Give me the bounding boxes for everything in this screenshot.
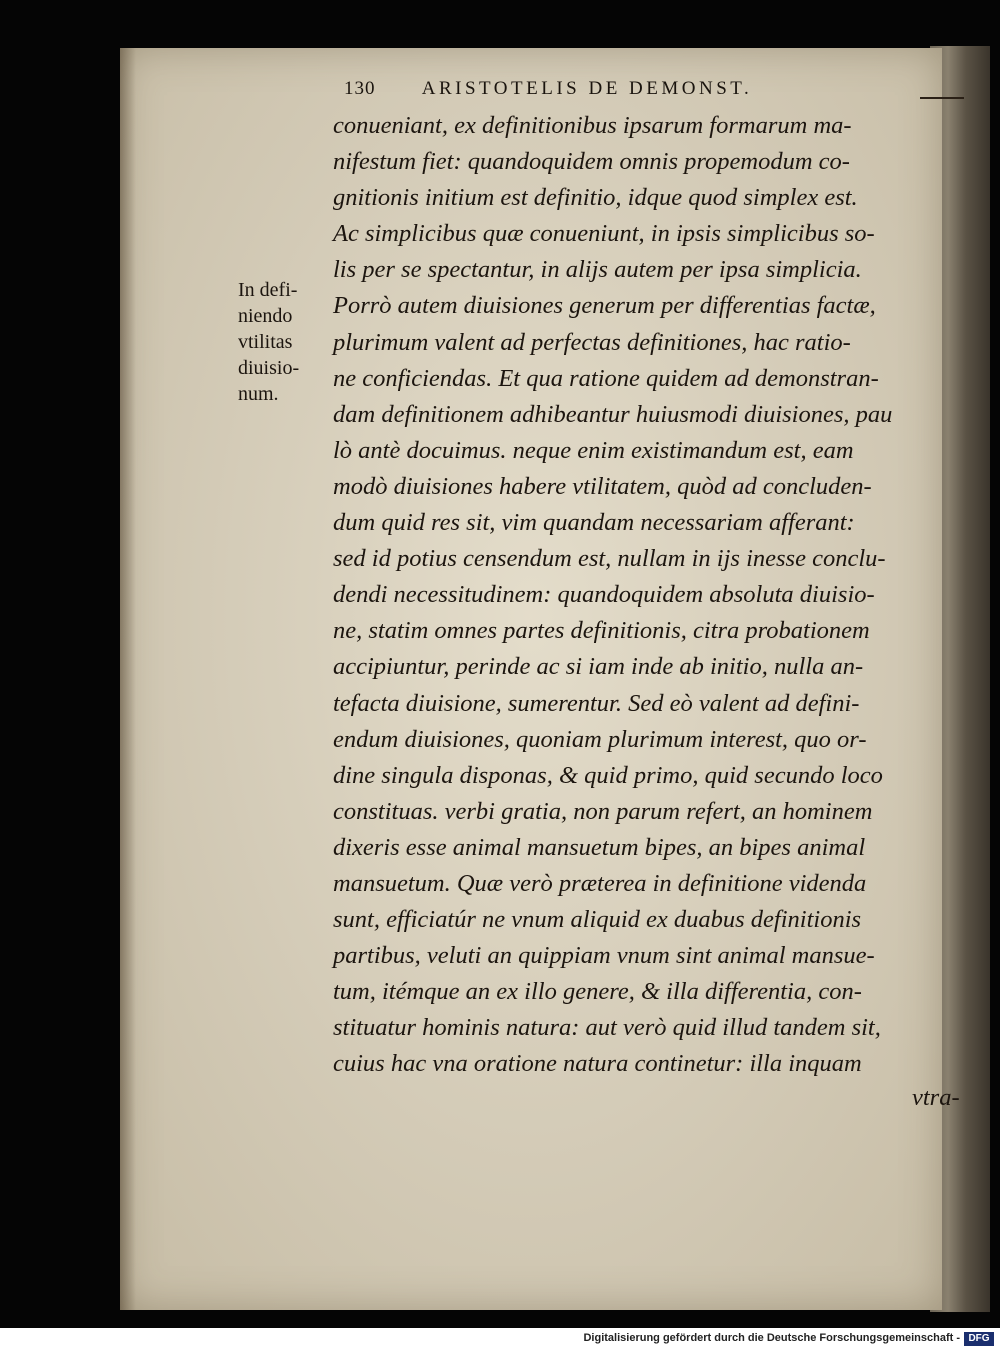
margin-note-line: num. [238, 383, 279, 405]
text-line: tefacta diuisione, sumerentur. Sed eò valent ad defini- [333, 689, 860, 717]
text-line: endum diuisiones, quoniam plurimum interest, quo or- [333, 725, 867, 753]
text-line: dendi necessitudinem: quandoquidem absoluta diuisio- [333, 581, 875, 609]
text-line: cuius hac vna oratione natura continetur: illa inquam [333, 1050, 862, 1078]
text-line: lò antè docuimus. neque enim existimandum est, eam [333, 436, 854, 464]
margin-note-line: niendo [238, 305, 293, 327]
dfg-logo: DFG [964, 1332, 994, 1346]
text-line: dixeris esse animal mansuetum bipes, an bipes animal [333, 833, 866, 861]
text-line: dum quid res sit, vim quandam necessariam afferant: [333, 509, 855, 537]
running-head-title: ARISTOTELIS DE DEMONST. [421, 78, 753, 99]
page-number: 130 [344, 78, 376, 99]
margin-note-line: In defi- [238, 279, 298, 301]
footer-credit: Digitalisierung gefördert durch die Deutsche Forschungsgemeinschaft - [583, 1332, 960, 1344]
text-line: dam definitionem adhibeantur huiusmodi diuisiones, pau [333, 400, 893, 428]
text-line: plurimum valent ad perfectas definitiones, hac ratio- [333, 328, 851, 356]
page-gutter-shadow [120, 48, 136, 1310]
margin-note-line: diuisio- [238, 357, 300, 379]
text-line: mansuetum. Quæ verò præterea in definitione videnda [333, 869, 867, 897]
text-line: lis per se spectantur, in alijs autem per ipsa simplicia. [333, 256, 862, 284]
text-line: sed id potius censendum est, nullam in ijs inesse conclu- [333, 545, 886, 573]
running-head-rule [920, 97, 964, 99]
text-line: Ac simplicibus quæ conueniunt, in ipsis simplicibus so- [333, 220, 875, 248]
text-line: gnitionis initium est definitio, idque quod simplex est. [333, 184, 858, 212]
text-line: partibus, veluti an quippiam vnum sint animal mansue- [333, 942, 875, 970]
body-text [333, 108, 963, 1083]
footer-bar [0, 1328, 1000, 1351]
text-line: constituas. verbi gratia, non parum refert, an hominem [333, 797, 873, 825]
text-line: ne, statim omnes partes definitionis, citra probationem [333, 617, 870, 645]
text-line: Porrò autem diuisiones generum per differentias factæ, [333, 292, 876, 320]
text-line: nifestum fiet: quandoquidem omnis propemodum co- [333, 148, 850, 176]
running-head [344, 78, 944, 100]
margin-note [238, 277, 324, 407]
text-line: sunt, efficiatúr ne vnum aliquid ex duabus definitionis [333, 906, 862, 934]
catchword: vtra- [912, 1084, 960, 1111]
text-line: stituatur hominis natura: aut verò quid illud tandem sit, [333, 1014, 881, 1042]
text-line: tum, itémque an ex illo genere, & illa differentia, con- [333, 978, 862, 1006]
text-line: modò diuisiones habere vtilitatem, quòd ad concluden- [333, 472, 872, 500]
text-line: conueniant, ex definitionibus ipsarum formarum ma- [333, 112, 852, 139]
text-line: accipiuntur, perinde ac si iam inde ab initio, nulla an- [333, 653, 864, 681]
text-line: dine singula disponas, & quid primo, quid secundo loco [333, 761, 883, 789]
text-line: ne conficiendas. Et qua ratione quidem ad demonstran- [333, 364, 879, 392]
margin-note-line: vtilitas [238, 331, 293, 353]
